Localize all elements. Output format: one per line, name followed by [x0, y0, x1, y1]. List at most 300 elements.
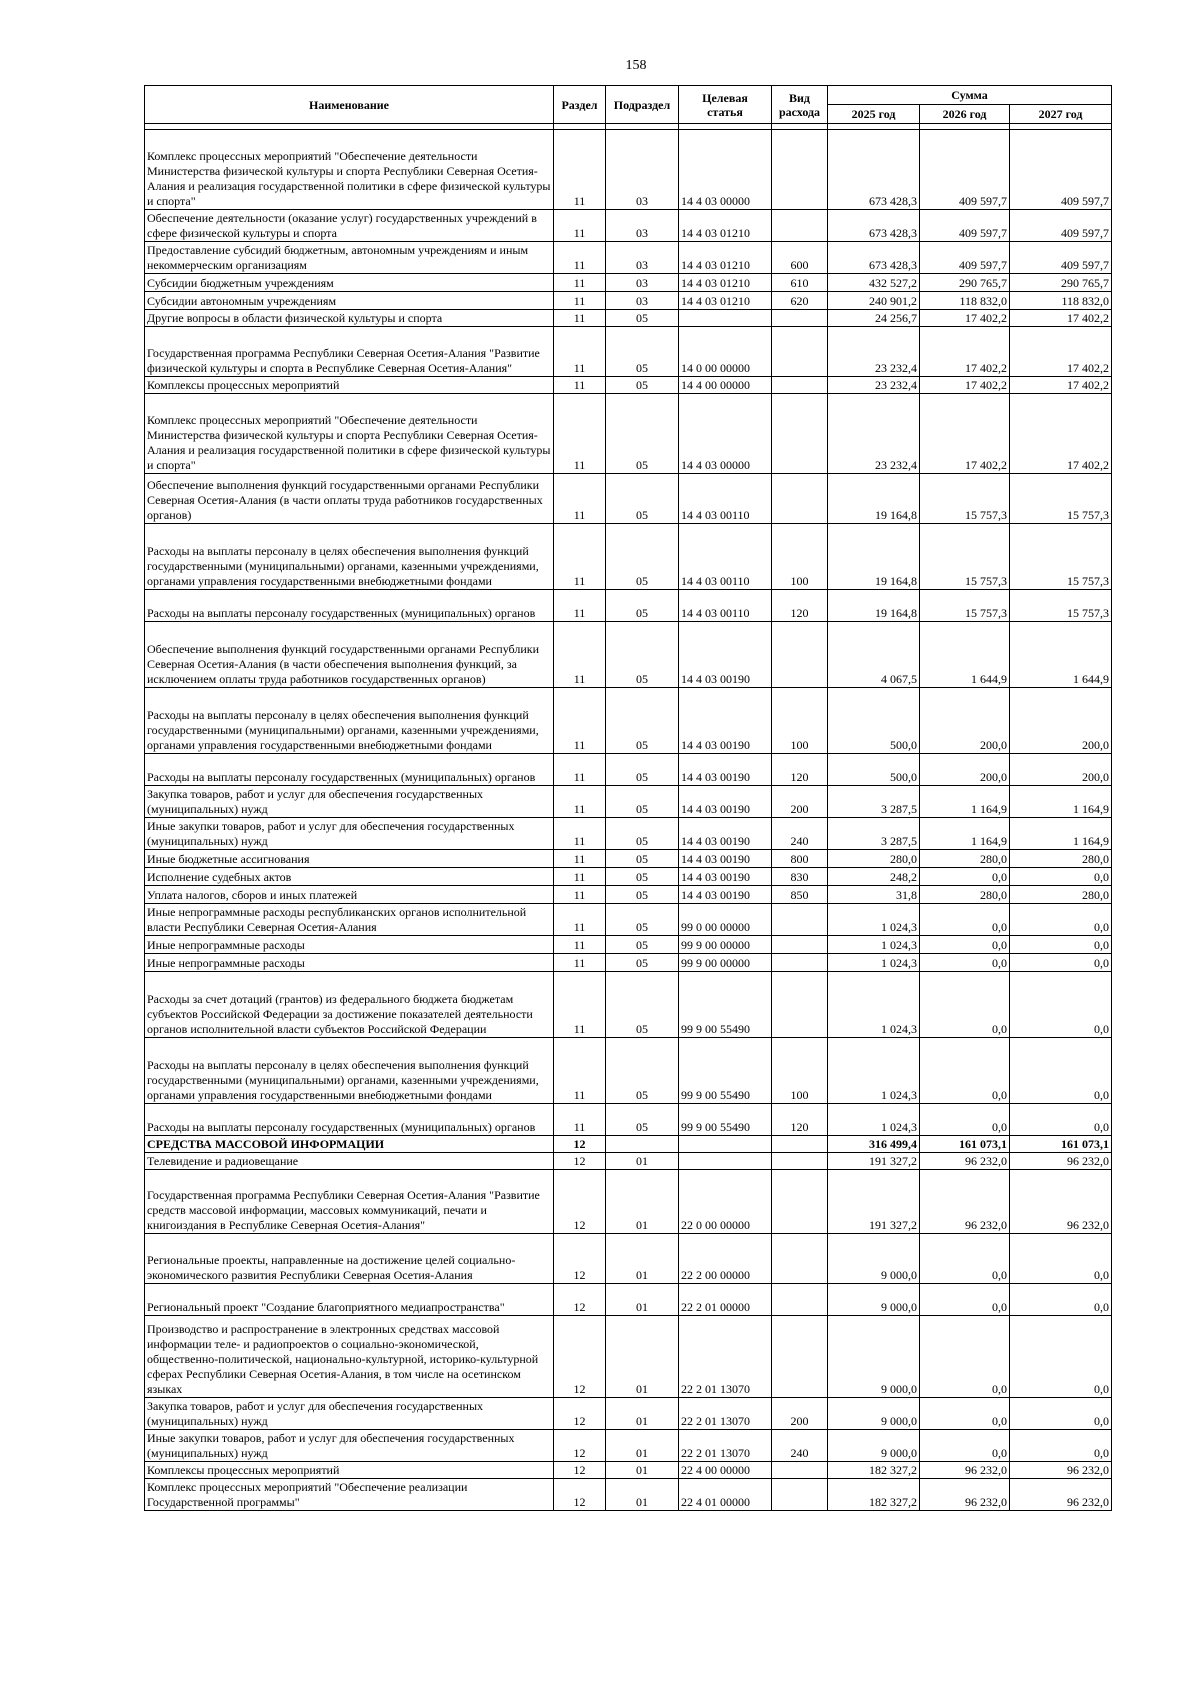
cell-subsection: 05 [606, 886, 679, 904]
cell-2027: 0,0 [1010, 1234, 1112, 1284]
cell-2026: 15 757,3 [920, 524, 1010, 590]
cell-2026: 409 597,7 [920, 130, 1010, 210]
cell-name: Иные бюджетные ассигнования [145, 850, 554, 868]
cell-2027: 15 757,3 [1010, 524, 1112, 590]
cell-type [772, 1284, 828, 1316]
cell-2026: 290 765,7 [920, 274, 1010, 292]
cell-target: 22 2 01 13070 [679, 1430, 772, 1462]
cell-2025: 9 000,0 [828, 1430, 920, 1462]
header-year-2025: 2025 год [828, 105, 920, 124]
cell-name: Предоставление субсидий бюджетным, автономным учреждениям и иным некоммерческим организациям [145, 242, 554, 274]
cell-2026: 0,0 [920, 1316, 1010, 1398]
cell-2025: 23 232,4 [828, 394, 920, 474]
cell-name: Телевидение и радиовещание [145, 1153, 554, 1170]
cell-2026: 1 164,9 [920, 818, 1010, 850]
table-row [145, 886, 1112, 904]
cell-2026: 0,0 [920, 1234, 1010, 1284]
cell-2025: 1 024,3 [828, 904, 920, 936]
cell-section: 12 [554, 1153, 606, 1170]
cell-2025: 191 327,2 [828, 1170, 920, 1234]
cell-2026: 200,0 [920, 754, 1010, 786]
table-row [145, 524, 1112, 590]
cell-section: 11 [554, 850, 606, 868]
cell-subsection [606, 1136, 679, 1153]
cell-section: 11 [554, 394, 606, 474]
cell-section: 11 [554, 868, 606, 886]
cell-type: 120 [772, 1104, 828, 1136]
cell-2027: 200,0 [1010, 688, 1112, 754]
cell-target: 14 4 03 00190 [679, 786, 772, 818]
cell-2026: 1 164,9 [920, 786, 1010, 818]
cell-section: 12 [554, 1170, 606, 1234]
cell-2027: 409 597,7 [1010, 130, 1112, 210]
cell-2025: 500,0 [828, 688, 920, 754]
table-row [145, 850, 1112, 868]
cell-name: Обеспечение выполнения функций государственными органами Республики Северная Осетия-Алания (в части оплаты труда работников государственных органов) [145, 474, 554, 524]
cell-2027: 0,0 [1010, 904, 1112, 936]
cell-name: Расходы на выплаты персоналу государственных (муниципальных) органов [145, 590, 554, 622]
cell-2025: 19 164,8 [828, 524, 920, 590]
cell-name: Иные закупки товаров, работ и услуг для обеспечения государственных (муниципальных) нужд [145, 818, 554, 850]
cell-type: 850 [772, 886, 828, 904]
cell-name: Иные непрограммные расходы [145, 954, 554, 972]
table-row [145, 1284, 1112, 1316]
cell-2025: 9 000,0 [828, 1398, 920, 1430]
cell-section: 12 [554, 1234, 606, 1284]
cell-2027: 96 232,0 [1010, 1479, 1112, 1511]
cell-2025: 182 327,2 [828, 1462, 920, 1479]
cell-section: 11 [554, 327, 606, 377]
cell-subsection: 05 [606, 850, 679, 868]
cell-name: Субсидии автономным учреждениям [145, 292, 554, 310]
cell-2027: 0,0 [1010, 1038, 1112, 1104]
cell-2027: 96 232,0 [1010, 1462, 1112, 1479]
cell-name: Региональные проекты, направленные на достижение целей социально-экономического развития Республики Северная Осетия-Алания [145, 1234, 554, 1284]
cell-2027: 409 597,7 [1010, 242, 1112, 274]
cell-type [772, 1316, 828, 1398]
cell-section: 12 [554, 1462, 606, 1479]
cell-name: Расходы на выплаты персоналу в целях обеспечения выполнения функций государственными (муниципальными) органами, казенными учреждениями, органами управления государственными внебюджетными фондами [145, 1038, 554, 1104]
cell-name: Комплекс процессных мероприятий "Обеспечение реализации Государственной программы" [145, 1479, 554, 1511]
cell-name: Обеспечение выполнения функций государственными органами Республики Северная Осетия-Алания (в части обеспечения выполнения функций, за исключением оплаты труда работников государственных органов) [145, 622, 554, 688]
cell-2027: 96 232,0 [1010, 1153, 1112, 1170]
cell-2026: 15 757,3 [920, 474, 1010, 524]
cell-subsection: 03 [606, 210, 679, 242]
cell-subsection: 05 [606, 377, 679, 394]
cell-2027: 0,0 [1010, 868, 1112, 886]
cell-name: Иные непрограммные расходы республиканских органов исполнительной власти Республики Северная Осетия-Алания [145, 904, 554, 936]
cell-2026: 96 232,0 [920, 1462, 1010, 1479]
cell-2025: 500,0 [828, 754, 920, 786]
cell-2027: 200,0 [1010, 754, 1112, 786]
cell-2026: 0,0 [920, 1284, 1010, 1316]
cell-2026: 17 402,2 [920, 310, 1010, 327]
cell-2026: 0,0 [920, 936, 1010, 954]
table-row [145, 688, 1112, 754]
cell-name: Иные закупки товаров, работ и услуг для обеспечения государственных (муниципальных) нужд [145, 1430, 554, 1462]
cell-target: 22 4 01 00000 [679, 1479, 772, 1511]
cell-name: Комплекс процессных мероприятий "Обеспечение деятельности Министерства физической культуры и спорта Республики Северная Осетия-Алания и реализация государственной политики в сфере физической культуры и спорта" [145, 394, 554, 474]
cell-section: 11 [554, 524, 606, 590]
cell-target: 14 4 03 00110 [679, 524, 772, 590]
cell-2025: 31,8 [828, 886, 920, 904]
cell-name: СРЕДСТВА МАССОВОЙ ИНФОРМАЦИИ [145, 1136, 554, 1153]
cell-section: 11 [554, 274, 606, 292]
cell-2026: 0,0 [920, 1104, 1010, 1136]
cell-section: 11 [554, 622, 606, 688]
cell-type: 120 [772, 590, 828, 622]
cell-subsection: 05 [606, 972, 679, 1038]
header-section: Раздел [554, 86, 606, 124]
cell-section: 11 [554, 754, 606, 786]
table-row [145, 1104, 1112, 1136]
cell-subsection: 05 [606, 622, 679, 688]
cell-target: 14 0 00 00000 [679, 327, 772, 377]
cell-name: Комплексы процессных мероприятий [145, 1462, 554, 1479]
cell-type [772, 936, 828, 954]
cell-section: 11 [554, 310, 606, 327]
header-sum: Сумма [828, 86, 1112, 105]
cell-name: Уплата налогов, сборов и иных платежей [145, 886, 554, 904]
cell-target: 22 0 00 00000 [679, 1170, 772, 1234]
cell-2027: 0,0 [1010, 1316, 1112, 1398]
cell-name: Расходы на выплаты персоналу в целях обеспечения выполнения функций государственными (муниципальными) органами, казенными учреждениями, органами управления государственными внебюджетными фондами [145, 688, 554, 754]
cell-type [772, 904, 828, 936]
table-row [145, 274, 1112, 292]
cell-2026: 0,0 [920, 1038, 1010, 1104]
cell-name: Расходы на выплаты персоналу в целях обеспечения выполнения функций государственными (муниципальными) органами, казенными учреждениями, органами управления государственными внебюджетными фондами [145, 524, 554, 590]
cell-subsection: 05 [606, 590, 679, 622]
cell-2026: 161 073,1 [920, 1136, 1010, 1153]
cell-2025: 673 428,3 [828, 210, 920, 242]
cell-name: Государственная программа Республики Северная Осетия-Алания "Развитие физической культуры и спорта в Республике Северная Осетия-Алания" [145, 327, 554, 377]
cell-2025: 4 067,5 [828, 622, 920, 688]
cell-type [772, 474, 828, 524]
cell-2025: 23 232,4 [828, 327, 920, 377]
cell-2026: 0,0 [920, 904, 1010, 936]
cell-section: 11 [554, 242, 606, 274]
table-row [145, 1153, 1112, 1170]
cell-target: 14 4 03 00190 [679, 868, 772, 886]
cell-subsection: 01 [606, 1234, 679, 1284]
cell-target: 14 4 03 01210 [679, 210, 772, 242]
table-row [145, 754, 1112, 786]
cell-2025: 19 164,8 [828, 474, 920, 524]
cell-subsection: 05 [606, 1104, 679, 1136]
cell-2027: 0,0 [1010, 1430, 1112, 1462]
cell-target: 14 4 03 00190 [679, 688, 772, 754]
cell-target [679, 1153, 772, 1170]
cell-section: 11 [554, 210, 606, 242]
cell-type [772, 130, 828, 210]
cell-target: 99 9 00 00000 [679, 954, 772, 972]
cell-2025: 673 428,3 [828, 242, 920, 274]
cell-2027: 1 164,9 [1010, 786, 1112, 818]
cell-type [772, 1153, 828, 1170]
cell-subsection: 01 [606, 1170, 679, 1234]
cell-section: 12 [554, 1398, 606, 1430]
cell-2027: 280,0 [1010, 886, 1112, 904]
cell-type: 200 [772, 1398, 828, 1430]
cell-2026: 118 832,0 [920, 292, 1010, 310]
cell-subsection: 05 [606, 310, 679, 327]
cell-subsection: 03 [606, 242, 679, 274]
cell-2026: 15 757,3 [920, 590, 1010, 622]
header-year-2027: 2027 год [1010, 105, 1112, 124]
cell-2026: 0,0 [920, 868, 1010, 886]
cell-target: 14 4 03 00110 [679, 590, 772, 622]
cell-2026: 96 232,0 [920, 1479, 1010, 1511]
cell-2025: 19 164,8 [828, 590, 920, 622]
cell-type: 620 [772, 292, 828, 310]
cell-2027: 17 402,2 [1010, 327, 1112, 377]
cell-section: 11 [554, 1104, 606, 1136]
cell-subsection: 05 [606, 524, 679, 590]
table-row [145, 1479, 1112, 1511]
cell-2026: 0,0 [920, 954, 1010, 972]
cell-2027: 15 757,3 [1010, 474, 1112, 524]
cell-2026: 280,0 [920, 886, 1010, 904]
table-row [145, 1038, 1112, 1104]
cell-section: 11 [554, 292, 606, 310]
cell-subsection: 03 [606, 292, 679, 310]
cell-name: Расходы на выплаты персоналу государственных (муниципальных) органов [145, 1104, 554, 1136]
cell-2027: 118 832,0 [1010, 292, 1112, 310]
cell-2026: 200,0 [920, 688, 1010, 754]
cell-2027: 0,0 [1010, 954, 1112, 972]
cell-2027: 0,0 [1010, 936, 1112, 954]
header-target-line1: Целевая [702, 90, 748, 105]
table-row [145, 242, 1112, 274]
cell-2027: 15 757,3 [1010, 590, 1112, 622]
table-body [145, 130, 1112, 1511]
cell-type: 600 [772, 242, 828, 274]
cell-name: Расходы на выплаты персоналу государственных (муниципальных) органов [145, 754, 554, 786]
cell-2026: 1 644,9 [920, 622, 1010, 688]
cell-target [679, 310, 772, 327]
cell-subsection: 05 [606, 394, 679, 474]
cell-subsection: 03 [606, 130, 679, 210]
cell-section: 11 [554, 954, 606, 972]
cell-type [772, 1136, 828, 1153]
cell-section: 12 [554, 1430, 606, 1462]
cell-name: Комплекс процессных мероприятий "Обеспечение деятельности Министерства физической культуры и спорта Республики Северная Осетия-Алания и реализация государственной политики в сфере физической культуры и спорта" [145, 130, 554, 210]
cell-name: Закупка товаров, работ и услуг для обеспечения государственных (муниципальных) нужд [145, 1398, 554, 1430]
cell-2025: 673 428,3 [828, 130, 920, 210]
cell-target: 99 0 00 00000 [679, 904, 772, 936]
cell-2025: 9 000,0 [828, 1316, 920, 1398]
table-row [145, 210, 1112, 242]
cell-target: 14 4 03 01210 [679, 274, 772, 292]
cell-target: 22 2 01 00000 [679, 1284, 772, 1316]
cell-subsection: 05 [606, 688, 679, 754]
header-name: Наименование [145, 86, 554, 124]
cell-section: 12 [554, 1479, 606, 1511]
cell-section: 11 [554, 818, 606, 850]
table-row [145, 868, 1112, 886]
cell-name: Государственная программа Республики Северная Осетия-Алания "Развитие средств массовой информации, массовых коммуникаций, печати и книгоиздания в Республике Северная Осетия-Алания" [145, 1170, 554, 1234]
header-type-line2: расхода [778, 104, 821, 119]
cell-name: Расходы за счет дотаций (грантов) из федерального бюджета бюджетам субъектов Российской Федерации за достижение показателей деятельности органов исполнительной власти субъектов Российской Федерации [145, 972, 554, 1038]
cell-2027: 161 073,1 [1010, 1136, 1112, 1153]
cell-subsection: 05 [606, 818, 679, 850]
cell-type [772, 1234, 828, 1284]
cell-target: 14 4 03 00190 [679, 818, 772, 850]
cell-type: 240 [772, 818, 828, 850]
cell-section: 11 [554, 886, 606, 904]
cell-target: 99 9 00 00000 [679, 936, 772, 954]
cell-2025: 3 287,5 [828, 818, 920, 850]
cell-target: 14 4 03 00190 [679, 850, 772, 868]
cell-subsection: 05 [606, 954, 679, 972]
cell-target: 14 4 03 01210 [679, 242, 772, 274]
cell-2025: 280,0 [828, 850, 920, 868]
cell-target: 14 4 03 00110 [679, 474, 772, 524]
cell-section: 11 [554, 377, 606, 394]
cell-2025: 248,2 [828, 868, 920, 886]
cell-2026: 409 597,7 [920, 242, 1010, 274]
cell-target: 14 4 00 00000 [679, 377, 772, 394]
cell-subsection: 01 [606, 1284, 679, 1316]
table-row [145, 377, 1112, 394]
cell-subsection: 01 [606, 1462, 679, 1479]
cell-target: 22 2 01 13070 [679, 1316, 772, 1398]
cell-type [772, 1170, 828, 1234]
header-type-line1: Вид [789, 90, 810, 105]
cell-target: 14 4 03 00190 [679, 886, 772, 904]
cell-2026: 409 597,7 [920, 210, 1010, 242]
cell-section: 11 [554, 1038, 606, 1104]
cell-target: 14 4 03 00190 [679, 754, 772, 786]
table-row [145, 1136, 1112, 1153]
cell-2025: 9 000,0 [828, 1234, 920, 1284]
cell-type: 120 [772, 754, 828, 786]
cell-2025: 432 527,2 [828, 274, 920, 292]
cell-section: 11 [554, 688, 606, 754]
cell-type: 100 [772, 1038, 828, 1104]
cell-section: 11 [554, 786, 606, 818]
cell-2025: 240 901,2 [828, 292, 920, 310]
cell-2025: 9 000,0 [828, 1284, 920, 1316]
table-row [145, 1316, 1112, 1398]
header-type [772, 86, 828, 124]
cell-2025: 23 232,4 [828, 377, 920, 394]
cell-name: Иные непрограммные расходы [145, 936, 554, 954]
header-target [679, 86, 772, 124]
cell-section: 11 [554, 972, 606, 1038]
cell-target: 14 4 03 00000 [679, 130, 772, 210]
cell-target: 99 9 00 55490 [679, 1104, 772, 1136]
cell-section: 12 [554, 1136, 606, 1153]
cell-2027: 17 402,2 [1010, 377, 1112, 394]
cell-name: Производство и распространение в электронных средствах массовой информации теле- и радиопроектов о социально-экономической, общественно-политической, национально-культурной, историко-культурной сферах Республики Северная Осетия-Алания, в том числе на осетинском языках [145, 1316, 554, 1398]
cell-subsection: 05 [606, 786, 679, 818]
cell-type: 100 [772, 688, 828, 754]
cell-2025: 182 327,2 [828, 1479, 920, 1511]
cell-2026: 0,0 [920, 972, 1010, 1038]
cell-section: 11 [554, 936, 606, 954]
table-row [145, 936, 1112, 954]
cell-type: 200 [772, 786, 828, 818]
cell-name: Комплексы процессных мероприятий [145, 377, 554, 394]
cell-name: Закупка товаров, работ и услуг для обеспечения государственных (муниципальных) нужд [145, 786, 554, 818]
cell-target: 14 4 03 00000 [679, 394, 772, 474]
table-row [145, 622, 1112, 688]
cell-2027: 0,0 [1010, 1104, 1112, 1136]
cell-type [772, 327, 828, 377]
cell-subsection: 05 [606, 868, 679, 886]
cell-type: 100 [772, 524, 828, 590]
table-row [145, 1170, 1112, 1234]
cell-2026: 0,0 [920, 1430, 1010, 1462]
table-row [145, 972, 1112, 1038]
cell-target: 22 2 00 00000 [679, 1234, 772, 1284]
header-subsection: Подраздел [606, 86, 679, 124]
cell-2027: 96 232,0 [1010, 1170, 1112, 1234]
cell-2026: 17 402,2 [920, 327, 1010, 377]
cell-type: 240 [772, 1430, 828, 1462]
table-row [145, 130, 1112, 210]
cell-type: 800 [772, 850, 828, 868]
header-year-2026: 2026 год [920, 105, 1010, 124]
cell-2027: 17 402,2 [1010, 394, 1112, 474]
cell-subsection: 03 [606, 274, 679, 292]
cell-2026: 17 402,2 [920, 377, 1010, 394]
cell-target [679, 1136, 772, 1153]
cell-target: 99 9 00 55490 [679, 972, 772, 1038]
cell-2026: 96 232,0 [920, 1153, 1010, 1170]
cell-type [772, 954, 828, 972]
cell-2025: 191 327,2 [828, 1153, 920, 1170]
cell-2025: 1 024,3 [828, 1104, 920, 1136]
page-number: 158 [625, 58, 647, 73]
cell-section: 11 [554, 130, 606, 210]
cell-2025: 24 256,7 [828, 310, 920, 327]
cell-2026: 280,0 [920, 850, 1010, 868]
cell-target: 14 4 03 01210 [679, 292, 772, 310]
cell-subsection: 01 [606, 1316, 679, 1398]
cell-subsection: 01 [606, 1398, 679, 1430]
table-row [145, 394, 1112, 474]
cell-type [772, 310, 828, 327]
cell-section: 11 [554, 590, 606, 622]
cell-section: 12 [554, 1316, 606, 1398]
cell-2025: 3 287,5 [828, 786, 920, 818]
cell-2025: 1 024,3 [828, 1038, 920, 1104]
table-row [145, 786, 1112, 818]
cell-type [772, 972, 828, 1038]
table-row [145, 292, 1112, 310]
cell-subsection: 01 [606, 1479, 679, 1511]
table-row [145, 904, 1112, 936]
cell-2027: 1 164,9 [1010, 818, 1112, 850]
cell-subsection: 05 [606, 474, 679, 524]
cell-name: Обеспечение деятельности (оказание услуг) государственных учреждений в сфере физической культуры и спорта [145, 210, 554, 242]
cell-name: Другие вопросы в области физической культуры и спорта [145, 310, 554, 327]
cell-2027: 0,0 [1010, 1398, 1112, 1430]
table-row [145, 474, 1112, 524]
cell-subsection: 05 [606, 327, 679, 377]
cell-2027: 0,0 [1010, 1284, 1112, 1316]
cell-target: 22 2 01 13070 [679, 1398, 772, 1430]
cell-type [772, 394, 828, 474]
cell-2025: 1 024,3 [828, 972, 920, 1038]
cell-section: 12 [554, 1284, 606, 1316]
cell-2027: 1 644,9 [1010, 622, 1112, 688]
cell-type [772, 1462, 828, 1479]
table-row [145, 590, 1112, 622]
cell-type [772, 377, 828, 394]
